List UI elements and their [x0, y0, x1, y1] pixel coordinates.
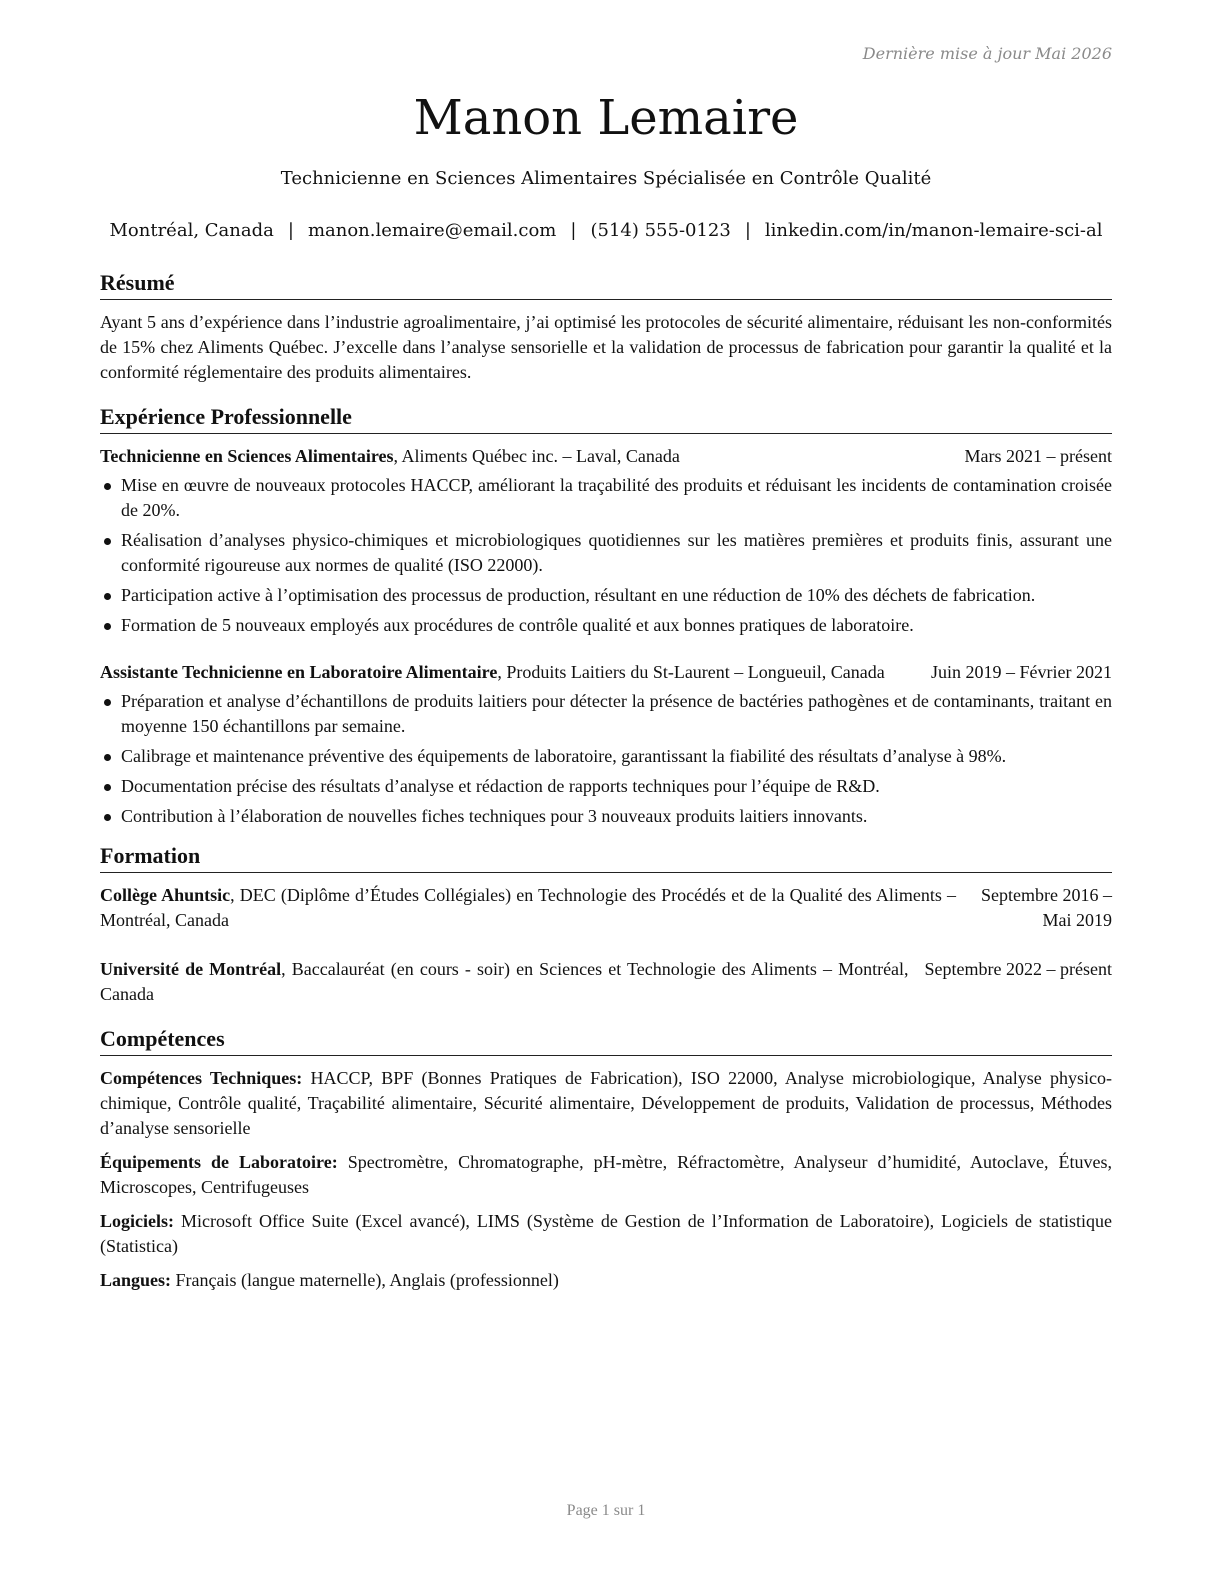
contact-line [90, 219, 1122, 243]
skill-list: HACCP, BPF (Bonnes Pratiques de Fabrication), ISO 22000, Analyse microbiologique, Analyse physico-chimique, Contrôle qualité, Traçabilité alimentaire, Sécurité alimentaire, Développement de produits, Validation de processus, Méthodes d’analyse sensorielle [100, 1068, 1112, 1138]
job-role: Assistante Technicienne en Laboratoire Alimentaire [100, 662, 498, 682]
skill-group [100, 1066, 1112, 1141]
job-bullet: Contribution à l’élaboration de nouvelles fiches techniques pour 3 nouveaux produits laitiers innovants. [100, 804, 1112, 829]
section-title-experience: Expérience Professionnelle [100, 402, 1112, 434]
job-bullet: Documentation précise des résultats d’analyse et rédaction de rapports techniques pour l’équipe de R&D. [100, 774, 1112, 799]
job-bullet: Participation active à l’optimisation des processus de production, résultant en une réduction de 10% des déchets de fabrication. [100, 583, 1112, 608]
last-updated-note: Dernière mise à jour Mai 2026 [862, 44, 1112, 63]
candidate-tagline: Technicienne en Sciences Alimentaires Spécialisée en Contrôle Qualité [280, 168, 932, 189]
skills-section [100, 1024, 1112, 1293]
job-title-line [100, 660, 931, 685]
skill-label: Langues: [100, 1270, 172, 1290]
contact-separator: | [287, 220, 294, 241]
job-header [100, 660, 1112, 685]
job-bullet: Formation de 5 nouveaux employés aux procédures de contrôle qualité et aux bonnes pratiques de laboratoire. [100, 613, 1112, 638]
contact-phone[interactable]: (514) 555-0123 [590, 220, 731, 241]
education-school: Université de Montréal [100, 959, 282, 979]
page-number: Page 1 sur 1 [566, 1502, 646, 1519]
skill-group [100, 1150, 1112, 1200]
skill-label: Logiciels: [100, 1211, 174, 1231]
job-bullet: Mise en œuvre de nouveaux protocoles HACCP, améliorant la traçabilité des produits et réduisant les incidents de contamination croisée de 20%. [100, 473, 1112, 523]
job-company: , Produits Laitiers du St-Laurent – Longueuil, Canada [497, 662, 885, 682]
skill-label: Compétences Techniques: [100, 1068, 303, 1088]
job-dates: Juin 2019 – Février 2021 [931, 662, 1112, 682]
education-program: , Baccalauréat (en cours - soir) en Sciences et Technologie des Aliments – Montréal, Canada [100, 959, 909, 1004]
job-entry [100, 660, 1112, 829]
contact-location: Montréal, Canada [109, 220, 274, 241]
resume-page [100, 0, 1112, 1584]
job-title-line [100, 444, 965, 469]
skill-list: Spectromètre, Chromatographe, pH-mètre, Réfractomètre, Analyseur d’humidité, Autoclave, Étuves, Microscopes, Centrifugeuses [100, 1152, 1113, 1197]
skill-group [100, 1209, 1112, 1259]
education-dates: Septembre 2016 – Mai 2019 [981, 885, 1112, 930]
contact-linkedin[interactable]: linkedin.com/in/manon-lemaire-sci-al [764, 220, 1103, 241]
skill-label: Équipements de Laboratoire: [100, 1152, 338, 1172]
education-detail [100, 957, 925, 1007]
education-dates: Septembre 2022 – présent [924, 959, 1112, 979]
education-entry [100, 883, 1112, 933]
skill-list: Microsoft Office Suite (Excel avancé), LIMS (Système de Gestion de l’Information de Laboratoire), Logiciels de statistique (Statistica) [100, 1211, 1112, 1256]
job-dates: Mars 2021 – présent [964, 446, 1112, 466]
education-section [100, 841, 1112, 1007]
candidate-name: Manon Lemaire [413, 90, 799, 146]
skill-group [100, 1268, 1112, 1293]
section-title-summary: Résumé [100, 268, 1112, 300]
job-bullet: Calibrage et maintenance préventive des équipements de laboratoire, garantissant la fiabilité des résultats d’analyse à 98%. [100, 744, 1112, 769]
job-company: , Aliments Québec inc. – Laval, Canada [393, 446, 680, 466]
job-bullet: Préparation et analyse d’échantillons de produits laitiers pour détecter la présence de bactéries pathogènes et de contaminants, traitant en moyenne 150 échantillons par semaine. [100, 689, 1112, 739]
contact-separator: | [744, 220, 751, 241]
job-bullets [100, 689, 1112, 829]
job-header [100, 444, 1112, 469]
job-role: Technicienne en Sciences Alimentaires [100, 446, 394, 466]
summary-text: Ayant 5 ans d’expérience dans l’industrie agroalimentaire, j’ai optimisé les protocoles de sécurité alimentaire, réduisant les non-conformités de 15% chez Aliments Québec. J’excelle dans l’analyse sensorielle et la validation de processus de fabrication pour garantir la qualité et la conformité réglementaire des produits alimentaires. [100, 312, 1112, 382]
job-bullet: Réalisation d’analyses physico-chimiques et microbiologiques quotidiennes sur les matières premières et produits finis, assurant une conformité rigoureuse aux normes de qualité (ISO 22000). [100, 528, 1112, 578]
section-title-skills: Compétences [100, 1024, 1112, 1056]
job-bullets [100, 473, 1112, 638]
education-detail [100, 883, 972, 933]
resume-body [100, 268, 1112, 1302]
contact-email[interactable]: manon.lemaire@email.com [307, 220, 557, 241]
experience-section [100, 402, 1112, 829]
skill-list: Français (langue maternelle), Anglais (professionnel) [171, 1270, 559, 1290]
education-entry [100, 957, 1112, 1007]
summary-section [100, 268, 1112, 385]
section-title-education: Formation [100, 841, 1112, 873]
education-program: , DEC (Diplôme d’Études Collégiales) en Technologie des Procédés et de la Qualité des Aliments – Montréal, Canada [100, 885, 956, 930]
contact-separator: | [570, 220, 577, 241]
education-school: Collège Ahuntsic [100, 885, 231, 905]
job-entry [100, 444, 1112, 638]
